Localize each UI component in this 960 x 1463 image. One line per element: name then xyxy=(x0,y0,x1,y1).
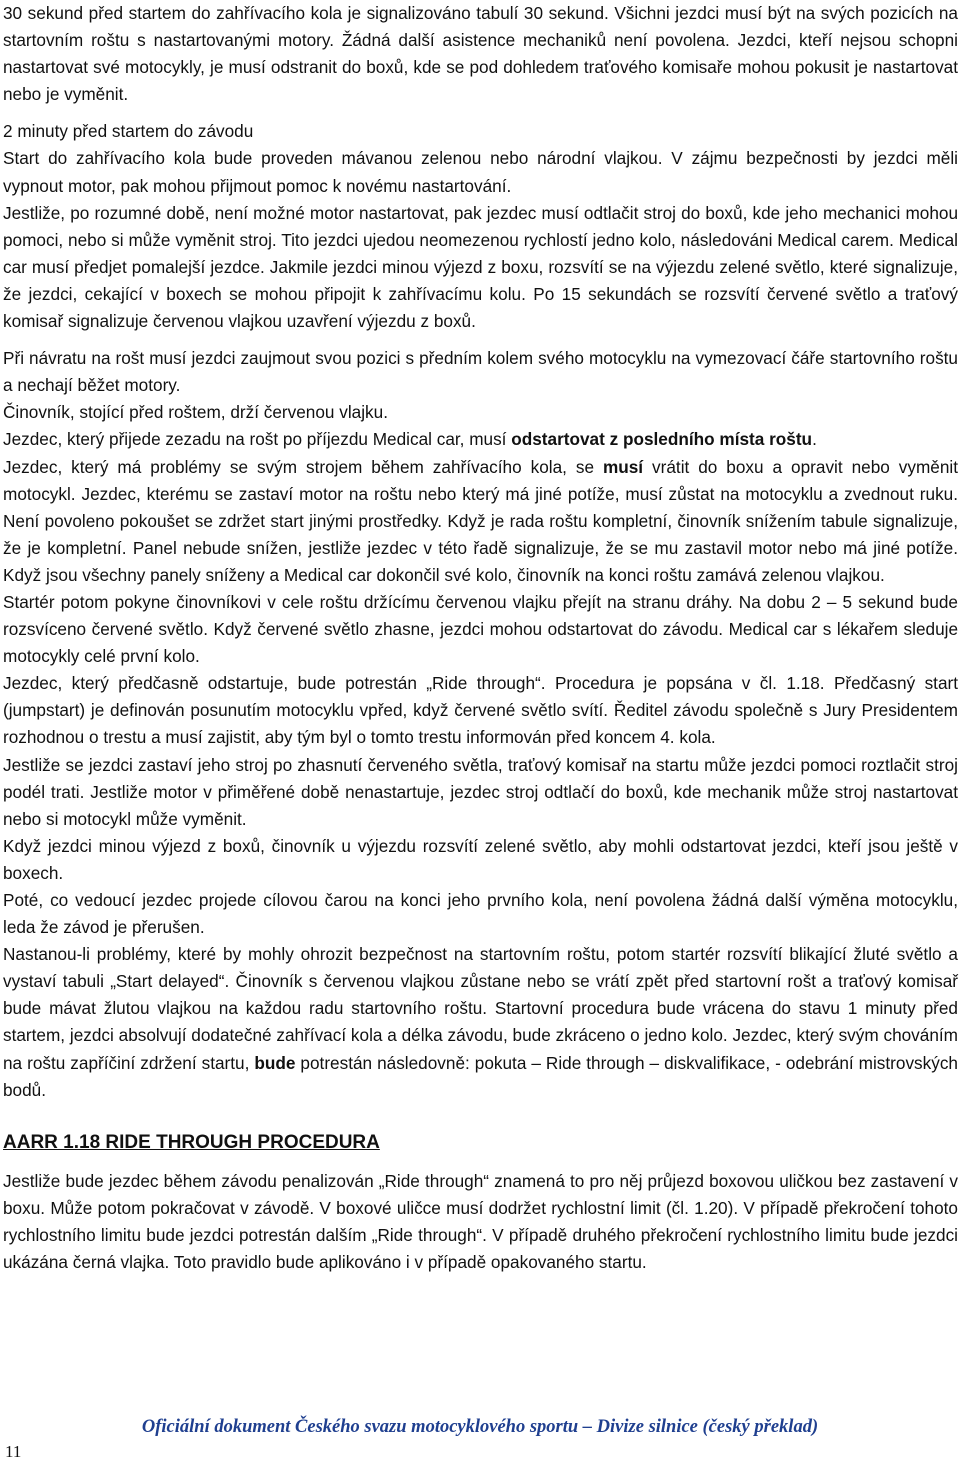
paragraph-ride-through: Jestliže bude jezdec během závodu penalizován „Ride through“ znamená to pro něj průjezd boxovou uličkou bez zastavení v boxu. Může potom pokračovat v závodě. V boxové uličce musí dodržet rychlostní limit (čl. 1.20). V případě překročení tohoto rychlostního limitu bude jezdci potrestán dalším „Ride through“. V případě druhého překročení rychlostního limitu bude jezdci ukázána černá vlajka. Toto pravidlo bude aplikováno i v případě opakovaného startu. xyxy=(3,1170,958,1273)
paragraph-stalled-engine: Jestliže se jezdci zastaví jeho stroj po zhasnutí červeného světla, traťový komisař na startu může jezdci pomoci roztlačit stroj podél trati. Jestliže motor v přiměřené době nenastartuje, jezdec stroj odtlačí do boxů, kde mechanik může stroj nastartovat nebo si motocykl může vyměnit. xyxy=(3,754,958,829)
document-body xyxy=(3,0,958,1276)
start-delayed-rest: potrestán následovně: pokuta – Ride through – diskvalifikace, - odebrání mistrovských bodů. xyxy=(3,1052,958,1100)
paragraph-30-seconds: 30 sekund před startem do zahřívacího kola je signalizováno tabulí 30 sekund. Všichni jezdci musí být na svých pozicích na startovním roštu s nastartovanými motory. Žádná další asistence mechaniků není povolena. Jezdci, kteří nejsou schopni nastartovat své motocykly, je musí odstranit do boxů, kde se pod dohledem traťového komisaře mohou pokusit je nastartovat nebo je vyměnit. xyxy=(3,3,958,105)
paragraph-rear-start xyxy=(3,426,958,453)
rear-start-bold: odstartovat z posledního místa roštu xyxy=(511,429,813,450)
paragraph-return-to-grid: Při návratu na rošt musí jezdci zaujmout svou pozici s předním kolem svého motocyklu na vymezovací čáře startovního roštu a nechají běžet motory. xyxy=(3,348,958,396)
rear-start-text: Jezdec, který přijede zezadu na rošt po příjezdu Medical car, musí xyxy=(3,429,512,450)
paragraph-start-delayed xyxy=(3,941,958,1104)
start-delayed-text: Nastanou-li problémy, které by mohly ohrozit bezpečnost na startovním roštu, potom startér rozsvítí blikající žluté světlo a vystaví tabuli „Start delayed“. Činovník s červenou vlajkou zůstane nebo se vrátí zpět před startovní rošt a traťový komisař bude mávat žlutou vlajkou na každou radu startovního roštu. Startovní procedura bude vrácena do stavu 1 minuty před startem, jezdci absolvují dodatečné zahřívací kola a délka závodu, bude zkráceno o jedno kolo. Jezdec, který svým chováním na roštu zapříčiní zdržení startu, xyxy=(3,944,958,1073)
paragraph-2-minutes-heading: 2 minuty před startem do závodu xyxy=(3,121,254,142)
paragraph-pit-exit: Když jezdci minou výjezd z boxů, činovník u výjezdu rozsvítí zelené světlo, aby mohli odstartovat jezdci, kteří jsou ještě v boxech. xyxy=(3,835,958,883)
paragraph-starter-signal: Startér potom pokyne činovníkovi v cele roštu držícímu červenou vlajku přejít na stranu dráhy. Na dobu 2 – 5 sekund bude rozsvíceno červené světlo. Když červené světlo zhasne, jezdci mohou odstartovat do závodu. Medical car s lékařem sleduje motocykly celé první kolo. xyxy=(3,591,958,667)
machine-problems-bold: musí xyxy=(602,456,644,477)
paragraph-no-bike-change: Poté, co vedoucí jezdec projede cílovou čarou na konci jeho prvního kola, není povolena žádná další výměna motocyklu, leda že závod je přerušen. xyxy=(3,890,958,938)
footer-title: Oficiální dokument Českého svazu motocyklového sportu – Divize silnice (český překlad) xyxy=(141,1417,819,1437)
section-heading: AARR 1.18 RIDE THROUGH PROCEDURA xyxy=(3,1131,380,1153)
machine-problems-rest: vrátit do boxu a opravit nebo vyměnit motocykl. Jezdec, kterému se zastaví motor na roštu nebo který má jiné potíže, musí zůstat na motocyklu a zvednout ruku. Není povoleno pokoušet se zdržet start jinými prostředky. Když je rada roštu kompletní, činovník snížením tabule signalizuje, že je kompletní. Panel nebude snížen, jestliže jezdec v této řadě signalizuje, že se mu zastavil motor nebo má jiné potíže. Když jsou všechny panely sníženy a Medical car dokončil své kolo, činovník na konci roštu zamává zelenou vlajkou. xyxy=(3,456,958,585)
start-delayed-bold: bude xyxy=(254,1052,296,1073)
paragraph-machine-problems xyxy=(3,454,958,589)
paragraph-jumpstart: Jezdec, který předčasně odstartuje, bude potrestán „Ride through“. Procedura je popsána v čl. 1.18. Předčasný start (jumpstart) je definován posunutím motocyklu vpřed, když červené světlo svítí. Ředitel závodu společně s Jury Presidentem rozhodnou o trestu a musí zajistit, aby tým byl o tomto trestu informován před koncem 4. kola. xyxy=(3,673,958,748)
rear-start-end: . xyxy=(812,429,817,450)
page-number: 11 xyxy=(5,1442,22,1461)
machine-problems-text: Jezdec, který má problémy se svým strojem během zahřívacího kola, se xyxy=(3,456,603,477)
paragraph-official-red-flag: Činovník, stojící před roštem, drží červenou vlajku. xyxy=(3,402,388,423)
paragraph-warmup-start: Start do zahřívacího kola bude proveden mávanou zelenou nebo národní vlajkou. V zájmu bezpečnosti by jezdci měli vypnout motor, pak mohou přijmout pomoc k novému nastartování. xyxy=(3,148,958,196)
paragraph-engine-not-starting: Jestliže, po rozumné době, není možné motor nastartovat, pak jezdec musí odtlačit stroj do boxů, kde jeho mechanici mohou pomoci, nebo si může vyměnit stroj. Tito jezdci ujedou neomezenou rychlostí jedno kolo, následováni Medical carem. Medical car musí předjet pomalejší jezdce. Jakmile jezdci minou výjezd z boxu, rozsvítí se na výjezdu zelené světlo, které signalizuje, že jezdci, cekající v boxech se mohou připojit k zahřívacímu kolu. Po 15 sekundách se rozsvítí červené světlo a traťový komisař signalizuje červenou vlajkou uzavření výjezdu z boxů. xyxy=(3,202,958,332)
